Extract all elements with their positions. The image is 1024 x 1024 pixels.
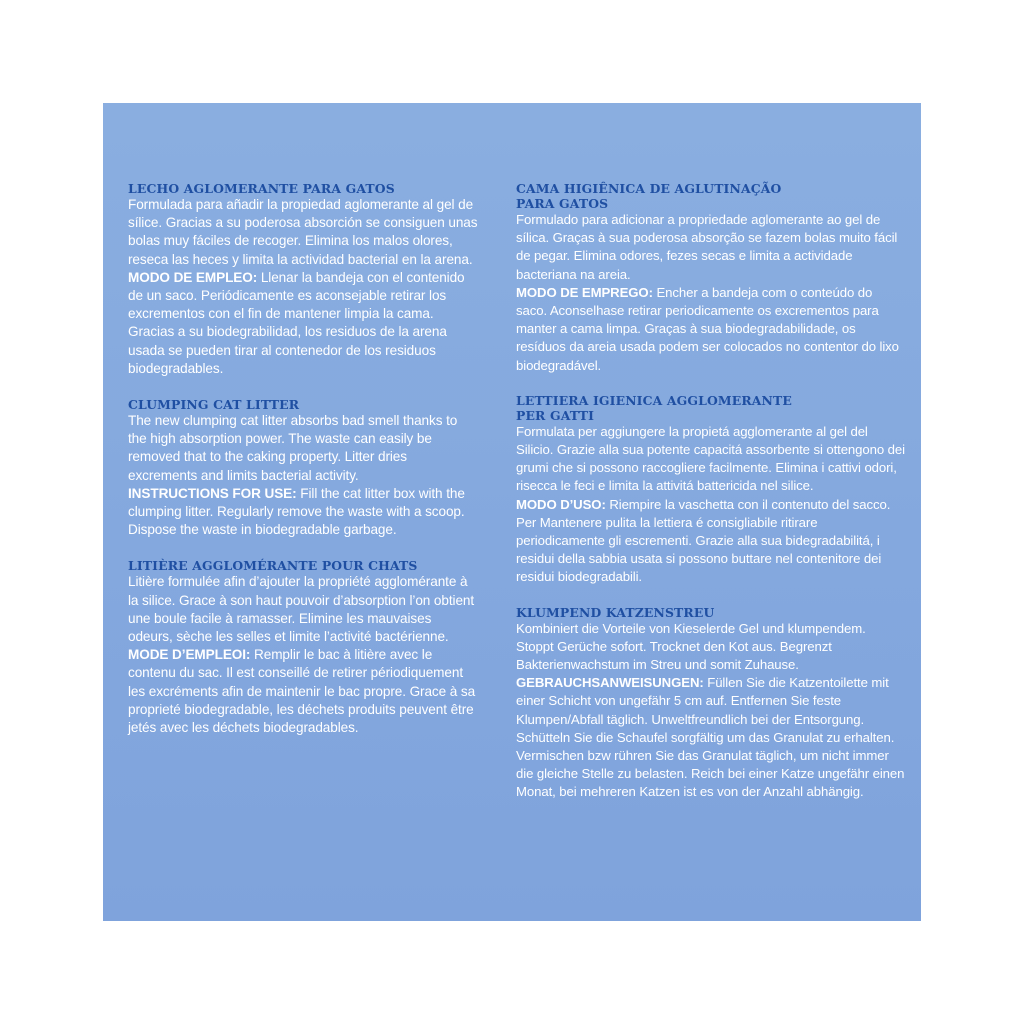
left-column [128, 181, 478, 756]
usage-text: Füllen Sie die Katzentoilette mit einer Schicht von ungefähr 5 cm auf. Entfernen Sie feste Klumpen/Abfall täglich. Unweltfreundlich bei der Entsorgung. Schütteln Sie die Schaufel sorgfältig um das Granulat zu erhalten. Vermischen bzw rühren Sie das Granulat täglich, um nicht immer die gleiche Stelle zu belasten. Reich bei einer Katze ungefähr einen Monat, bei mehreren Katzen ist es von der Anzahl abhängig. [516, 675, 905, 800]
section-title: KLUMPEND KATZENSTREU [516, 604, 715, 620]
section-title [516, 393, 906, 423]
section-text [516, 211, 906, 375]
section-title-line1: LETTIERA IGIENICA AGGLOMERANTE [516, 392, 792, 408]
section-text [516, 620, 906, 802]
usage-text: Fill the cat litter box with the clumping litter. Regularly remove the waste with a scoop. Dispose the waste in biodegradable garbage. [128, 485, 465, 538]
section-title [516, 181, 906, 211]
usage-text: Remplir le bac à litière avec le contenu du sac. Il est conseillé de retirer périodiquement les excréments afin de maintenir le bac propre. Grace à sa proprieté biodegradable, les déchets produits peuvent être jetés avec les déchets biodegradables. [128, 647, 476, 736]
usage-label: INSTRUCTIONS FOR USE: [128, 485, 297, 501]
usage-label: MODO DE EMPREGO: [516, 284, 653, 300]
instructions-panel [103, 103, 921, 921]
section-title: LECHO AGLOMERANTE PARA GATOS [128, 181, 395, 196]
usage-label: MODO D’USO: [516, 496, 606, 512]
section-german [516, 605, 906, 802]
section-title: LITIÈRE AGGLOMÉRANTE POUR CHATS [128, 558, 418, 574]
usage-text: Encher a bandeja com o conteúdo do saco. Aconselhase retirar periodicamente os excrementos para manter a cama limpa. Graças à sua biodegradabilidade, os resíduos da areia usada podem ser colocados no contentor do lixo biodegradável. [516, 284, 899, 373]
usage-label: GEBRAUCHSANWEISUNGEN: [516, 675, 704, 691]
section-portuguese [516, 181, 906, 375]
section-intro: Kombiniert die Vorteile von Kieselerde Gel und klumpendem. Stoppt Gerüche sofort. Trocknet den Kot aus. Begrenzt Bakterienwachstum im Streu und somit Zuhause. [516, 620, 866, 673]
section-english [128, 397, 478, 539]
section-intro: Formulata per aggiungere la propietá agglomerante al gel del Silicio. Grazie alla sua potente capacitá assorbente si ottengono dei grumi che si possono raccogliere facilmente. Elimina i cattivi odori, risecca le feci e limita la attivitá battericida nel silice. [516, 423, 905, 494]
section-title: CLUMPING CAT LITTER [128, 397, 300, 413]
section-text [128, 573, 478, 737]
section-intro: Formulado para adicionar a propriedade aglomerante ao gel de sílica. Graças à sua poderosa absorção se fazem bolas muito fácil de pegar. Elimina odores, fezes secas e limita a actividade bacteriana na areia. [516, 212, 898, 282]
section-text [128, 196, 478, 378]
usage-text: Llenar la bandeja con el contenido de un saco. Periódicamente es aconsejable retirar los excrementos con el fin de mantener limpia la cama. Gracias a su biodegrabilidad, los residuos de la arena usada se pueden tirar al contenedor de los residuos biodegradables. [128, 269, 465, 376]
section-text [128, 412, 478, 539]
section-french [128, 558, 478, 737]
usage-label: MODO DE EMPLEO: [128, 269, 258, 285]
section-intro: The new clumping cat litter absorbs bad smell thanks to the high absorption power. The waste can easily be removed that to the caking property. Litter dries excrements and limits bacterial activity. [128, 413, 458, 483]
right-column [516, 181, 906, 820]
section-title-line1: CAMA HIGIÊNICA DE AGLUTINAÇÃO [516, 181, 782, 196]
section-intro: Formulada para añadir la propiedad aglomerante al gel de sílice. Gracias a su poderosa absorción se consiguen unas bolas muy fáciles de recoger. Elimina los malos olores, reseca las heces y limita la actividad bacterial en la arena. [128, 197, 478, 267]
section-italian [516, 393, 906, 587]
section-spanish [128, 181, 478, 378]
section-text [516, 423, 906, 587]
section-title-line2: PER GATTI [516, 407, 595, 423]
usage-label: MODE D’EMPLEOI: [128, 647, 251, 663]
usage-text: Riempire la vaschetta con il contenuto del sacco. Per Mantenere pulita la lettiera é consigliabile ritirare periodicamente gli escrementi. Grazie alla sua bidegradabilitá, i residui della sabbia usata si possono buttare nel contenitore dei residui biodegradabili. [516, 496, 891, 585]
section-title-line2: PARA GATOS [516, 196, 609, 211]
section-intro: Litière formulée afin d’ajouter la propriété agglomérante à la silice. Grace à son haut pouvoir d’absorption l’on obtient une boule facile à ramasser. Elimine les mauvaises odeurs, sèche les selles et limite l’activité bactérienne. [128, 574, 475, 645]
